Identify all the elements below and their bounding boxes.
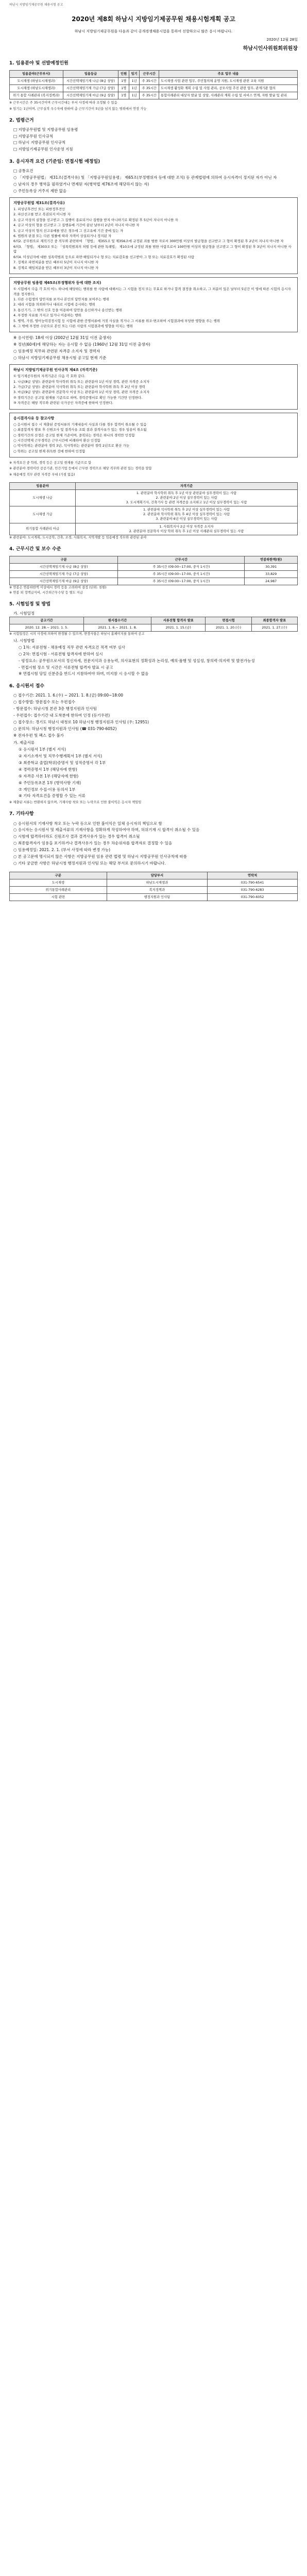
table-header-cell: 서류전형 합격자 발표 <box>151 617 206 624</box>
text-line: ① 시험에서 다음 각 호의 어느 하나에 해당하는 행위를 한 사람에 대해서는 그 시험을 정지 또는 무효로 하거나 합격 결정을 취소하고, 그 처분이 있은 날부터 5년간 이 영에 따른 시험의 응시자격을 정지한다. <box>13 287 291 296</box>
table-header-cell: 연봉하한액(원) <box>245 556 298 563</box>
schedule-cell: 2021. 1. 6.~ 2021. 1. 8. <box>83 624 151 631</box>
text-line: 1. 나급(8급 상당): 관련분야 학사학위 취득 또는 관련분야 1년 이상 경력, 관련 자격증 소지자 <box>13 379 150 384</box>
salary-table <box>9 556 298 586</box>
positions-body <box>10 78 298 99</box>
table-header-cell: 임용분야(근무부서) <box>10 70 63 77</box>
text-line: ○ 1차: 서류전형 - 채용예정 직무 관련 자격요건 적격 여부 심사 <box>19 645 126 650</box>
qualification-list <box>13 374 294 406</box>
section-3-title: 3. 응시자격 요건 (기준일: 면접시험 예정일) <box>9 159 100 165</box>
misconduct-list <box>13 287 294 329</box>
table-header-cell: 면접시험 <box>206 617 251 624</box>
text-line: 2. 가급(7급 상당): 관련분야 석사학위 취득 또는 관련분야 학사학위 취득 후 2년 이상 경력 <box>13 384 145 389</box>
common-requirements <box>9 168 298 194</box>
table-cell: 031-790-6541 <box>208 879 298 886</box>
text-line: ③ 자격증은 해당 직무와 관련된 국가공인 자격증에 한하여 인정한다. <box>13 401 113 405</box>
qualification-box-title: 하남시 지방임기제공무원 인사규칙 제4조 (자격기준) <box>13 367 98 372</box>
text-line: ○ 접수장소: 경기도 하남시 대청로 10 하남시청 행정지원과 인사팀 (우: 12951) <box>13 719 149 724</box>
salary-header-row <box>10 556 298 563</box>
qualification-box <box>9 364 298 410</box>
text-line: 7. 징계로 파면처분을 받은 때부터 5년이 지나지 아니한 자 <box>13 260 99 265</box>
table-header-cell: 인원 <box>118 70 129 77</box>
method-list <box>9 645 298 677</box>
text-line: ○ 최종합격자 발표 후 신원조사 및 결격사유 조회 결과 결격사유가 있는 경우 임용이 취소됨 <box>13 428 147 432</box>
table-cell: 시간선택제임기제 마급 (9급 상당) <box>63 92 118 99</box>
text-line: □ 지방공무원법 및 지방공무원 임용령 <box>13 127 78 132</box>
misconduct-box <box>9 277 298 333</box>
contact-table <box>9 872 298 902</box>
salary-note: ※ 연봉은 연봉하한액 이상에서 경력 등을 고려하여 결정 (단위: 천원) ※ 연봉 외 정액급식비, 시간외근무수당 등 별도 지급 <box>9 586 107 595</box>
section-5-title: 5. 시험일정 및 방법 <box>9 601 50 607</box>
text-line: ⑤ 자격증 사본 1부 (해당자에 한함) <box>19 773 79 778</box>
text-line: ○ 문의처: 하남시청 행정지원과 인사팀 (☎ 031-790-6052) <box>13 726 117 731</box>
table-header-cell: 근무시간 <box>118 556 245 563</box>
text-line: - 방문접수: 하남시청 본관 3층 행정지원과 인사팀 <box>13 706 97 711</box>
text-line: ※ 임기는 1년이며, 근무실적 우수자에 한하여 총 근무기간이 5년을 넘지 않는 범위에서 연장 가능 <box>9 107 147 111</box>
table-cell: 시간선택제임기제 나급 (8급 상당) <box>10 564 118 571</box>
section-2-title: 2. 법령근거 <box>9 117 34 123</box>
text-line: ② 경력기간은 공고일 현재를 기준으로 하며, 경력증명서로 확인 가능한 기간만 인정한다. <box>13 395 143 400</box>
table-cell: 1. 관련분야 석사학위 취득 후 2년 이상 실무경력이 있는 사람 2. 관련분야 학사학위 취득 후 4년 이상 실무경력이 있는 사람 3. 관련분야 6년 이상 실무경력이 있는 사람 <box>76 506 298 523</box>
table-cell: 행정지원과 인사팀 <box>107 894 207 901</box>
reference-box <box>9 413 298 458</box>
schedule-cell: 2021. 1. 15.(금) <box>151 624 206 631</box>
table-cell: 주 35시간 <box>140 92 159 99</box>
table-cell: 1. 사회복지사 2급 이상 자격증 소지자 2. 관련분야 전문학사 이상 학위 취득 후 1년 이상 사례관리 실무경력이 있는 사람 <box>76 523 298 535</box>
text-line: 3. 통신기기, 그 밖의 신호 등을 이용하여 답안을 송신하거나 송신받는 행위 <box>13 308 123 312</box>
table-row <box>10 564 298 571</box>
text-line: □ 지방공무원 인사규칙 <box>13 133 54 139</box>
positions-table <box>9 70 298 100</box>
text-line: 6. 법원의 판결 또는 다른 법률에 따라 자격이 상실되거나 정지된 자 <box>13 234 112 238</box>
misc-list <box>9 821 298 867</box>
table-header-cell: 구분 <box>10 872 107 879</box>
table-header-cell: 임용등급 <box>63 70 118 77</box>
table-header-cell: 임용분야 <box>10 482 76 489</box>
text-line: 6의3. 「형법」 제303조 또는 「성폭력범죄의 처벌 등에 관한 특례법」 제10조에 규정된 죄를 범한 사람으로서 100만원 이상의 벌금형을 선고받고 그 형이 확정된 후 3년이 지나지 아니한 사람 <box>13 244 292 254</box>
text-line: 3. 마급(9급 상당): 관련분야 전문학사 이상 또는 관련분야 1년 이상 경력, 관련 자격증 소지자 <box>13 390 150 395</box>
age-requirements <box>9 335 298 361</box>
text-line: ⑦ 개인정보 수집·이용 동의서 1부 <box>19 787 76 792</box>
positions-header-row <box>10 70 298 77</box>
table-cell: 하남도시재생과 <box>107 879 207 886</box>
schedule-cell: 2021. 1. 27.(수) <box>251 624 297 631</box>
text-line: ○ 「지방공무원법」 제31조(결격사유) 및 「지방공무원임용령」 제65조(부정행위자 등에 대한 조치) 등 관계법령에 의하여 응시자격이 정지된 자가 아닌 자 <box>13 175 277 180</box>
table-cell: 위기통합사례관리 <box>10 886 107 893</box>
table-row <box>10 92 298 99</box>
table-row <box>10 85 298 92</box>
text-line: □ 공통요건 <box>13 168 33 174</box>
table-cell: 주 35시간 (09:00~17:00, 중식 1시간) <box>118 571 245 578</box>
text-line: ○ 본 공고문에 명시되지 않은 사항은 지방공무원 임용 관련 법령 및 하남시 지방공무원 인사규칙에 따름 <box>13 854 187 859</box>
table-cell: 시간선택제임기제 가급 (7급 상당) <box>63 85 118 92</box>
table-header-cell: 주요 업무 내용 <box>159 70 297 77</box>
text-line: 6의4. 미성년자에 대한 성폭력범죄 등으로 파면·해임되거나 형 또는 치료감호를 선고받아 그 형 또는 치료감호가 확정된 사람 <box>13 255 195 259</box>
table-row <box>10 78 298 85</box>
text-line: - 평정요소: 공무원으로서의 정신자세, 전문지식과 응용능력, 의사표현의 정확성과 논리성, 예의·품행 및 성실성, 창의력·의지력 및 발전가능성 <box>19 658 255 663</box>
text-line: ○ 접수방법: 방문접수 또는 우편접수 <box>13 700 76 705</box>
text-line: ※ 정년(60세)에 해당하는 자는 응시할 수 없음 (1960년 12월 31일 이전 출생자) <box>13 342 150 347</box>
application-list <box>9 693 298 738</box>
table-cell: 주 35시간 <box>140 85 159 92</box>
section-1-title: 1. 임용분야 및 선발예정인원 <box>9 60 69 66</box>
qualification-body <box>10 489 298 535</box>
text-line: 4. 부정한 자료를 가지고 있거나 이용하는 행위 <box>13 313 81 318</box>
text-line: 6의2. 공무원으로 재직기간 중 직무와 관련하여 「형법」 제355조 및 제356조에 규정된 죄를 범한 자로서 300만원 이상의 벌금형을 선고받고 그 형이 확정된 후 2년이 지나지 아니한 자 <box>13 239 284 244</box>
text-line: ⑧ 기타 자격요건을 증명할 수 있는 서류 <box>19 793 86 799</box>
text-line: ○ 하남시 지방임기제공무원 채용시험 공고일 현재 기준 <box>13 355 107 361</box>
table-cell: 주 35시간 (09:00~17:00, 중식 1시간) <box>118 578 245 585</box>
documents-list <box>9 747 298 799</box>
table-row <box>10 894 298 901</box>
table-header-cell: 구분 <box>10 556 118 563</box>
announce-date: 2020년 12월 28일 <box>266 38 298 42</box>
table-cell: 1명 <box>118 85 129 92</box>
text-line: ○ 남자의 경우 병역을 필하였거나 면제된 자(병역법 제76조에 해당하지 않는 자) <box>13 182 149 187</box>
text-line: ○ 경력기간의 산정은 공고일 현재 기준이며, 중복되는 경력은 하나의 경력만 인정함 <box>13 433 135 437</box>
table-header-cell: 담당부서 <box>107 872 207 879</box>
qualification-table <box>9 482 298 535</box>
text-line: ○ 기타 궁금한 사항은 하남시청 행정지원과 인사팀 또는 해당 부서로 문의하시기 바랍니다. <box>13 860 166 866</box>
text-line: ※ 자격요건 중 학위, 경력 등은 공고일 현재를 기준으로 함 <box>9 461 92 465</box>
table-cell: 도시재생 가급 <box>10 506 76 523</box>
table-cell: 도시재생 사업 관련 업무, 주민협의체 운영 지원, 도시재생 관련 교육 지원 <box>159 78 297 85</box>
text-line: □ 지방임기제공무원 인사운영 지침 <box>13 147 73 152</box>
table-cell: 복지정책과 <box>107 886 207 893</box>
misconduct-box-title: 지방공무원 임용령 제65조(부정행위자 등에 대한 조치) <box>13 280 101 285</box>
text-line: ○ 시간선택제 근무경력은 근무시간에 비례하여 환산 인정함 <box>13 438 100 443</box>
table-row <box>10 571 298 578</box>
text-line: 2. 대리 시험을 의뢰하거나 대리로 시험에 응시하는 행위 <box>13 302 95 307</box>
disqualification-list <box>13 207 294 270</box>
text-line: 3. 금고 이상의 실형을 선고받고 그 집행이 종료되거나 집행을 받지 아니하기로 확정된 후 5년이 지나지 아니한 자 <box>13 217 178 222</box>
text-line: 8. 징계로 해임처분을 받은 때부터 3년이 지나지 아니한 자 <box>13 265 99 270</box>
table-cell: 위기통합 사례관리 마급 <box>10 523 76 535</box>
table-row <box>10 578 298 585</box>
table-cell: 031-790-6283 <box>208 886 298 893</box>
header-note: 하남시 지방임기제공무원 채용시험 공고 <box>9 3 63 7</box>
schedule-note: ※ 시험일정은 시의 사정에 의하여 변경될 수 있으며, 변경사항은 하남시 홈페이지를 통하여 공고 <box>9 632 145 636</box>
salary-body <box>10 564 298 585</box>
table-header-cell: 근무시간 <box>140 70 159 77</box>
text-line: ※ 관련분야 경력이란 공공기관, 민간기업 등에서 근무한 경력으로 해당 직무와 관련 있는 경력을 말함 <box>9 467 152 471</box>
schedule-header-row <box>10 617 298 624</box>
table-cell: 도시재생 (하남도시재생과) <box>10 78 63 85</box>
text-line: 5. 병역, 가점, 영어능력검정시험 등 시험에 관한 증명서류에 거짓 사실을 적거나 그 서류를 위조·변조하여 시험결과에 부당한 영향을 주는 행위 <box>13 318 220 323</box>
text-line: ① 응시원서 1부 (별지 서식) <box>19 747 66 752</box>
text-line: - 우편접수: 접수기간 내 도착분에 한하여 인정 (등기우편) <box>13 713 110 718</box>
qualification-header-row <box>10 482 298 489</box>
text-line: 5. 금고 이상의 형의 선고유예를 받은 경우에 그 선고유예 기간 중에 있는 자 <box>13 228 124 233</box>
table-cell: 주 35시간 (09:00~17:00, 중식 1시간) <box>118 564 245 571</box>
schedule-row <box>10 624 298 631</box>
text-line: □ 하남시 지방공무원 인사규칙 <box>13 140 66 145</box>
table-cell: 1년 <box>129 78 139 85</box>
table-cell: 시간선택제임기제 가급 (7급 상당) <box>10 571 118 578</box>
reference-list <box>13 422 294 454</box>
text-line: 4. 금고 이상의 형을 선고받고 그 집행유예 기간이 끝난 날부터 2년이 지나지 아니한 자 <box>13 223 140 228</box>
text-line: ○ 임용예정 직무와 관련된 자격증 소지자 및 경력자 <box>13 349 100 354</box>
table-cell: 도시재생 활성화 계획 수립 및 사업 관리, 공모사업 추진 관련 업무, 관계기관 협의 <box>159 85 297 92</box>
table-header-cell: 임기 <box>129 70 139 77</box>
text-line: ※ 근무시간은 주 35시간이며 근무시간대는 부서 사정에 따라 조정될 수 있음 <box>9 101 117 105</box>
text-line: ※ 전자우편 및 팩스 접수 불가 <box>13 733 64 738</box>
section-4-title: 4. 근무시간 및 보수 수준 <box>9 546 61 552</box>
section-7-title: 7. 기타사항 <box>9 811 34 817</box>
table-cell: 시험 관련 <box>10 894 107 901</box>
text-line: ○ 응시원서 접수 시 제출된 증빙서류의 기재내용이 사실과 다를 경우 합격이 취소될 수 있음 <box>13 422 147 427</box>
table-cell: 시간선택제임기제 나급 (8급 상당) <box>63 78 118 85</box>
text-line: ⑥ 주민등록초본 1부 (병역사항 기재) <box>19 780 81 785</box>
table-cell: 도시재생 나급 <box>10 489 76 506</box>
text-line: ② 자기소개서 및 직무수행계획서 1부 (별지 서식) <box>19 754 103 759</box>
table-header-cell: 원서접수기간 <box>83 617 151 624</box>
text-line: ○ 임용예정일: 2021. 2. 1. (부서 사정에 따라 변경 가능) <box>13 848 111 852</box>
contact-header-row <box>10 872 298 879</box>
text-line: ○ 최종합격자가 임용을 포기하거나 결격사유가 있는 경우 차순위자를 합격자로 결정할 수 있음 <box>13 841 173 846</box>
schedule-cell: 2020. 12. 28.~ 2021. 1. 5. <box>10 624 84 631</box>
text-line: ○ 주민등록상 거주지 제한 없음 <box>13 188 67 193</box>
disqualification-box-title: 지방공무원법 제31조(결격사유) <box>13 200 65 205</box>
text-line: ① 임기제공무원의 자격기준은 다음 각 호와 같다. <box>13 374 86 379</box>
text-line: ③ 최종학교 졸업(학위)증명서 및 성적증명서 각 1부 <box>19 760 106 766</box>
table-header-cell: 공고기간 <box>10 617 84 624</box>
table-cell: 도시재생 <box>10 879 107 886</box>
text-line: - 면접시험 장소 및 시간은 서류전형 합격자 발표 시 공고 <box>19 665 113 670</box>
document-page <box>9 0 298 911</box>
documents-subtitle: 가. 제출서류 <box>13 740 35 745</box>
table-cell: 24,987 <box>245 578 298 585</box>
qualification-note: ※ 관련분야: 도시계획, 도시공학, 건축, 조경, 사회복지, 지역개발 등 임용예정 직무와 관련된 분야 <box>9 535 147 539</box>
text-line: ○ 2차: 면접시험 - 서류전형 합격자에 한하여 실시 <box>19 651 103 656</box>
table-header-cell: 연락처 <box>208 872 298 879</box>
text-line: 6. 그 밖에 부정한 수단으로 본인 또는 다른 사람의 시험결과에 영향을 미치는 행위 <box>13 324 133 329</box>
schedule-table <box>9 617 298 632</box>
text-line: ○ 응시원서의 기재사항 착오 또는 누락 등으로 인한 불이익은 일체 응시자의 책임으로 함 <box>13 821 162 826</box>
method-subtitle: 나. 시험방법 <box>13 638 35 643</box>
text-line: 2. 파산선고를 받고 복권되지 아니한 자 <box>13 212 71 217</box>
table-row <box>10 506 298 523</box>
intro-text: 하남시 지방임기제공무원을 다음과 같이 공개경쟁채용시험을 통하여 선발하오니 많은 응시 바랍니다. <box>74 29 233 34</box>
table-header-cell: 자격기준 <box>76 482 298 489</box>
table-cell: 30,391 <box>245 564 298 571</box>
text-line: ○ 접수기간: 2021. 1. 6.(수) ~ 2021. 1. 8.(금) 09:00~18:00 <box>13 693 124 698</box>
table-row <box>10 886 298 893</box>
table-cell: 33,829 <box>245 571 298 578</box>
table-header-cell: 최종합격자 발표 <box>251 617 297 624</box>
text-line: ※ 면접시험 당일 신분증을 반드시 지참하여야 하며, 미지참 시 응시할 수 없음 <box>19 671 149 676</box>
text-line: 1. 다른 수험생의 답안지를 보거나 본인의 답안지를 보여주는 행위 <box>13 297 109 301</box>
table-cell: 위기 통합 사례관리 (복지정책과) <box>10 92 63 99</box>
table-cell: 주 35시간 <box>140 78 159 85</box>
requirements-notes <box>9 461 298 477</box>
table-cell: 1년 <box>129 92 139 99</box>
text-line: ○ 학위는 공고일 현재 취득한 것에 한하여 인정함 <box>13 449 86 453</box>
table-row <box>10 489 298 506</box>
law-basis-list <box>9 127 298 153</box>
table-cell: 1명 <box>118 92 129 99</box>
schedule-subtitle: 가. 시험일정 <box>13 611 35 616</box>
table-cell: 통합사례관리 대상자 발굴 및 상담, 사례관리 계획 수립 및 서비스 연계, 자원 발굴 및 관리 <box>159 92 297 99</box>
table-cell: 도시재생 (하남도시재생과) <box>10 85 63 92</box>
text-line: ○ 박사학위는 관련분야 경력 3년, 석사학위는 관련분야 경력 2년으로 환산 가능 <box>13 444 130 448</box>
table-cell: 1명 <box>118 78 129 85</box>
table-row <box>10 879 298 886</box>
table-cell: 1. 관련분야 학사학위 취득 후 1년 이상 관련분야 실무경력이 있는 사람 2. 관련분야 2년 이상 실무경력이 있는 사람 3. 도시계획기사, 건축기사 등 관련 자격증을 소지하고 1년 이상 실무경력이 있는 사람 <box>76 489 298 506</box>
reference-box-title: 응시결격사유 등 참고사항 <box>13 416 55 420</box>
disqualification-box <box>9 197 298 274</box>
table-row <box>10 523 298 535</box>
text-line: ※ 응시연령: 18세 이상 (2002년 12월 31일 이전 출생자) <box>13 335 112 341</box>
page-title: 2020년 제8회 하남시 지방임기제공무원 채용시험계획 공고 <box>72 15 235 23</box>
text-line: ○ 시험에 합격하더라도 신원조사 결과 결격사유가 있는 경우 합격이 취소됨 <box>13 834 140 839</box>
text-line: ※ 채용예정 직무 관련 자격증 우대 (가점 없음) <box>9 472 75 477</box>
documents-note: ※ 제출된 서류는 반환하지 않으며, 기재사항 착오 또는 누락으로 인한 불이익은 응시자 책임임 <box>9 801 142 805</box>
section-6-title: 6. 응시원서 접수 <box>9 684 45 689</box>
table-cell: 시간선택제임기제 마급 (9급 상당) <box>10 578 118 585</box>
table-cell: 1년 <box>129 85 139 92</box>
text-line: ○ 응시자는 응시원서 및 제출서류의 기재사항을 정확하게 작성하여야 하며, 허위기재 시 합격이 취소될 수 있음 <box>13 827 200 833</box>
text-line: 1. 피성년후견인 또는 피한정후견인 <box>13 207 65 211</box>
schedule-cell: 2021. 1. 20.(수) <box>206 624 251 631</box>
text-line: ④ 경력증명서 1부 (해당자에 한함) <box>19 767 77 772</box>
contact-body <box>10 879 298 901</box>
positions-notes <box>9 100 298 111</box>
organization-name: 하남시인사위원회위원장 <box>243 46 298 52</box>
table-cell: 031-790-6052 <box>208 894 298 901</box>
